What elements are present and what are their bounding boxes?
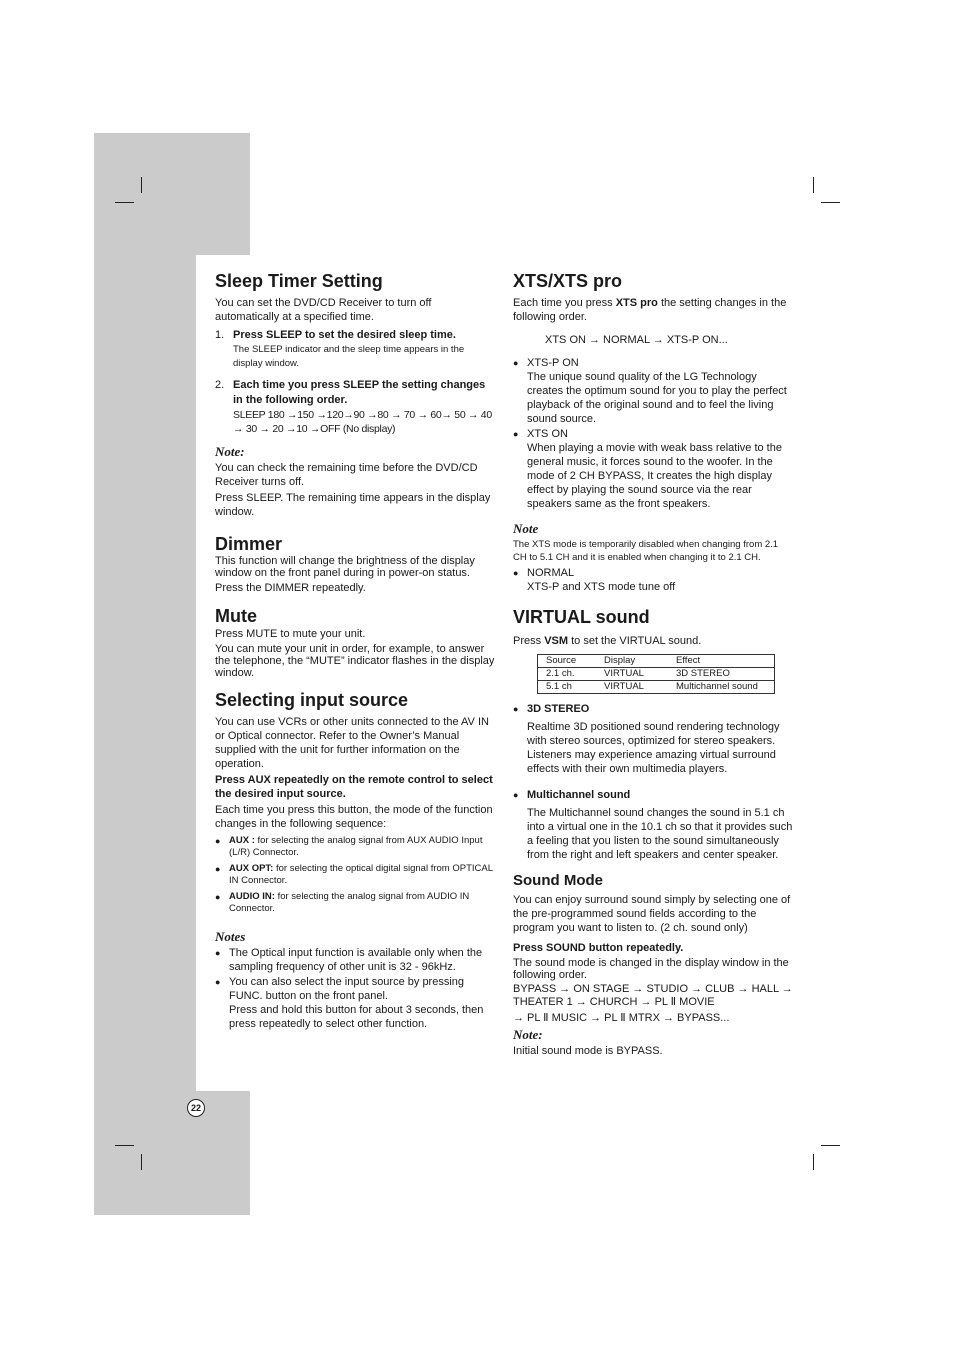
item-text: The unique sound quality of the LG Technology creates the optimum sound for you to play the perfect playback of the original sound and to feel the living sound source. (527, 371, 787, 425)
list-item (513, 702, 793, 776)
bullet-icon: ● (513, 704, 519, 714)
item-text: for selecting the optical digital signal from OPTICAL IN Connector. (229, 863, 493, 886)
crop-mark (821, 202, 840, 203)
item-label: AUDIO IN: (229, 891, 275, 902)
item-title: Multichannel sound (527, 789, 631, 801)
table-row (538, 668, 775, 681)
table-cell: VIRTUAL (604, 681, 644, 692)
bullet-icon: ● (513, 568, 519, 578)
note-text: The XTS mode is temporarily disabled when changing from 2.1 CH to 5.1 CH and it is enabled when changing it to 2.1 CH. (513, 539, 779, 563)
table-cell: VIRTUAL (596, 668, 668, 681)
table-header: Source (538, 655, 597, 668)
sound-mode-sequence: → PL Ⅱ MUSIC → PL Ⅱ MTRX → BYPASS... (513, 1012, 730, 1024)
bullet-icon: ● (513, 358, 519, 368)
mute-section (215, 605, 495, 679)
note-heading: Note: (215, 444, 245, 459)
section-title: Dimmer (215, 534, 283, 554)
step-number: 2. (215, 379, 225, 391)
paragraph: Press the DIMMER repeatedly. (215, 582, 366, 594)
paragraph: You can mute your unit in order, for example, to answer the telephone, the “MUTE” indicator flashes in the display window. (215, 643, 495, 679)
item-label: AUX : (229, 835, 255, 846)
step-instruction: Press SLEEP to set the desired sleep time. (233, 329, 456, 341)
paragraph: Each time you press this button, the mode of the function changes in the following sequence: (215, 804, 493, 830)
xts-section (513, 270, 793, 594)
item-label: AUX OPT: (229, 863, 274, 874)
section-title: VIRTUAL sound (513, 607, 650, 627)
crop-mark (813, 177, 814, 193)
item-title: XTS ON (527, 428, 568, 440)
item-title: NORMAL (527, 567, 575, 579)
bullet-icon: ● (513, 429, 519, 439)
bullet-icon: ● (215, 836, 221, 846)
virtual-sound-table (537, 654, 775, 694)
bullet-icon: ● (215, 948, 221, 958)
item-text: for selecting the analog signal from AUX AUDIO Input (L/R) Connector. (229, 835, 483, 858)
item-title: 3D STEREO (527, 703, 590, 715)
crop-mark (813, 1154, 814, 1170)
list-item (215, 975, 495, 1031)
section-title: Mute (215, 606, 257, 626)
list-item (215, 863, 495, 887)
item-text: Realtime 3D positioned sound rendering technology with stereo sources, optimized for stereo speakers. Listeners may experience amazing virtual surround effects with their own multimedia players. (527, 721, 780, 775)
instruction: Press SOUND button repeatedly. (513, 942, 684, 954)
input-source-section (215, 689, 495, 1031)
paragraph: You can set the DVD/CD Receiver to turn off automatically at a specified time. (215, 297, 432, 323)
paragraph: You can check the remaining time before the DVD/CD Receiver turns off. (215, 462, 478, 488)
page-number: 22 (187, 1099, 205, 1117)
list-item (513, 788, 793, 862)
step-number: 1. (215, 329, 225, 341)
paragraph: The sound mode is changed in the display window in the following order. (513, 957, 789, 981)
list-item (513, 566, 793, 594)
paragraph: Press VSM to set the VIRTUAL sound. (513, 635, 702, 647)
paragraph: Press MUTE to mute your unit. (215, 628, 366, 640)
table-header: Effect (668, 655, 775, 668)
list-item (215, 835, 495, 859)
bullet-icon: ● (513, 790, 519, 800)
table-cell: Multichannel sound (676, 681, 758, 692)
bullet-icon: ● (215, 892, 221, 902)
paragraph: You can enjoy surround sound simply by selecting one of the pre-programmed sound fields according to the program you want to listen to. (2 ch. sound only) (513, 894, 791, 934)
right-column (513, 270, 793, 1060)
sleep-timer-section (215, 270, 495, 519)
crop-mark (141, 177, 142, 193)
item-text: for selecting the analog signal from AUDIO IN Connector. (229, 891, 470, 914)
note-text: Initial sound mode is BYPASS. (513, 1045, 663, 1057)
item-text: XTS-P and XTS mode tune off (527, 581, 676, 593)
virtual-sound-section (513, 606, 793, 862)
item-title: XTS-P ON (527, 357, 579, 369)
crop-mark (821, 1145, 840, 1146)
sound-mode-sequence: BYPASS → ON STAGE → STUDIO → CLUB → HALL → THEATER 1 → CHURCH → PL Ⅱ MOVIE (513, 983, 793, 1008)
paragraph: This function will change the brightness of the display window on the front panel during in power-on status. (215, 555, 475, 579)
section-title: Sleep Timer Setting (215, 271, 383, 291)
section-title: Selecting input source (215, 690, 409, 710)
note-heading: Note (513, 521, 539, 536)
bullet-icon: ● (215, 977, 221, 987)
table-cell: 2.1 ch. (538, 668, 597, 681)
table-header-row (538, 655, 775, 668)
notes-heading: Notes (215, 929, 246, 944)
list-item (215, 946, 495, 974)
item-text: When playing a movie with weak bass relative to the general music, it forces sound to the woofer. In the mode of 2 CH BYPASS, It creates the high display effect by playing the sound source via the rear speakers same as the front speakers. (527, 442, 782, 510)
step-description: The SLEEP indicator and the sleep time appears in the display window. (233, 344, 465, 369)
item-text: The Multichannel sound changes the sound in 5.1 ch into a virtual one in the 10.1 ch so that it provides such a feeling that you listen to the sound simultaneously from the right and left speakers and center speaker. (527, 807, 793, 861)
item-text: The Optical input function is available only when the sampling frequency of other unit is 32 - 96kHz. (229, 947, 483, 973)
list-item (215, 891, 495, 915)
xts-sequence: XTS ON → NORMAL → XTS-P ON... (545, 334, 728, 346)
paragraph: Each time you press XTS pro the setting changes in the following order. (513, 297, 787, 323)
instruction: Press AUX repeatedly on the remote control to select the desired input source. (215, 774, 493, 800)
paragraph: You can use VCRs or other units connected to the AV IN or Optical connector. Refer to the Owner’s Manual supplied with the unit for further information on the operation. (215, 716, 489, 770)
step-instruction: Each time you press SLEEP the setting changes in the following order. (233, 379, 486, 406)
paragraph: Press SLEEP. The remaining time appears in the display window. (215, 492, 491, 518)
bullet-icon: ● (215, 864, 221, 874)
step (215, 378, 495, 436)
list-item (513, 427, 793, 511)
item-text: Press and hold this button for about 3 seconds, then press repeatedly to select other function. (229, 1004, 484, 1030)
step (215, 328, 495, 370)
section-title: Sound Mode (513, 872, 603, 889)
list-item (513, 356, 793, 426)
crop-mark (115, 1145, 134, 1146)
dimmer-section (215, 533, 495, 595)
table-cell: 5.1 ch (546, 681, 572, 692)
sound-mode-section (513, 872, 793, 1058)
note-heading: Note: (513, 1027, 543, 1042)
crop-mark (115, 202, 134, 203)
table-cell: 3D STEREO (668, 668, 775, 681)
table-header: Display (596, 655, 668, 668)
left-column (215, 270, 495, 1031)
crop-mark (141, 1154, 142, 1170)
sleep-sequence: SLEEP 180 →150 →120→90 →80 → 70 → 60→ 50 → 40 → 30 → 20 →10 →OFF (No display) (233, 409, 492, 435)
table-row (538, 681, 775, 694)
item-text: You can also select the input source by pressing FUNC. button on the front panel. (229, 976, 465, 1002)
section-title: XTS/XTS pro (513, 271, 623, 291)
